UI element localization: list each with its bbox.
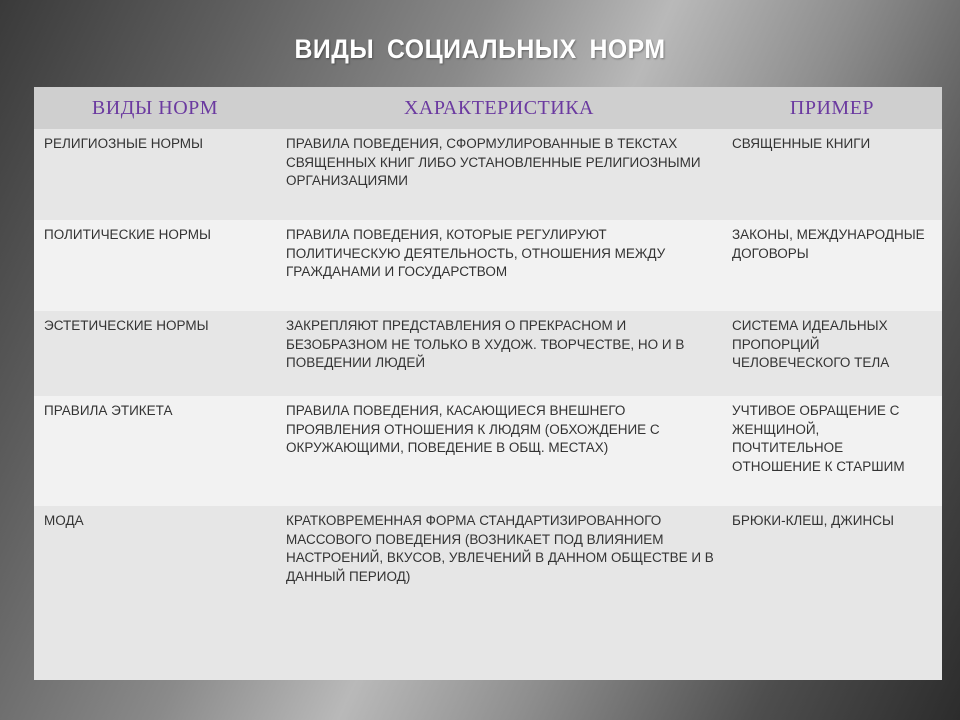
table-row xyxy=(34,506,942,680)
norms-table xyxy=(34,87,942,680)
header-example: ПРИМЕР xyxy=(722,87,942,129)
cell-norm-type: МОДА xyxy=(34,506,276,680)
table-row xyxy=(34,311,942,396)
cell-description: ПРАВИЛА ПОВЕДЕНИЯ, КОТОРЫЕ РЕГУЛИРУЮТ ПОЛИТИЧЕСКУЮ ДЕЯТЕЛЬНОСТЬ, ОТНОШЕНИЯ МЕЖДУ ГРАЖДАНАМИ И ГОСУДАРСТВОМ xyxy=(276,220,722,311)
cell-example: СИСТЕМА ИДЕАЛЬНЫХ ПРОПОРЦИЙ ЧЕЛОВЕЧЕСКОГО ТЕЛА xyxy=(722,311,942,396)
table-row xyxy=(34,396,942,506)
cell-description: КРАТКОВРЕМЕННАЯ ФОРМА СТАНДАРТИЗИРОВАННОГО МАССОВОГО ПОВЕДЕНИЯ (ВОЗНИКАЕТ ПОД ВЛИЯНИЕМ НАСТРОЕНИЙ, ВКУСОВ, УВЛЕЧЕНИЙ В ДАННОМ ОБЩЕСТВЕ И В ДАННЫЙ ПЕРИОД) xyxy=(276,506,722,680)
cell-description: ЗАКРЕПЛЯЮТ ПРЕДСТАВЛЕНИЯ О ПРЕКРАСНОМ И БЕЗОБРАЗНОМ НЕ ТОЛЬКО В ХУДОЖ. ТВОРЧЕСТВЕ, НО И В ПОВЕДЕНИИ ЛЮДЕЙ xyxy=(276,311,722,396)
header-norm-types: ВИДЫ НОРМ xyxy=(34,87,276,129)
cell-norm-type: ПОЛИТИЧЕСКИЕ НОРМЫ xyxy=(34,220,276,311)
cell-example: СВЯЩЕННЫЕ КНИГИ xyxy=(722,129,942,220)
header-characteristic: ХАРАКТЕРИСТИКА xyxy=(276,87,722,129)
table-row xyxy=(34,220,942,311)
slide-title: ВИДЫ СОЦИАЛЬНЫХ НОРМ xyxy=(294,34,666,64)
table-row xyxy=(34,129,942,220)
table-header-row xyxy=(34,87,942,129)
cell-example: ЗАКОНЫ, МЕЖДУНАРОДНЫЕ ДОГОВОРЫ xyxy=(722,220,942,311)
cell-description: ПРАВИЛА ПОВЕДЕНИЯ, КАСАЮЩИЕСЯ ВНЕШНЕГО ПРОЯВЛЕНИЯ ОТНОШЕНИЯ К ЛЮДЯМ (ОБХОЖДЕНИЕ С ОКРУЖАЮЩИМИ, ПОВЕДЕНИЕ В ОБЩ. МЕСТАХ) xyxy=(276,396,722,506)
cell-example: УЧТИВОЕ ОБРАЩЕНИЕ С ЖЕНЩИНОЙ, ПОЧТИТЕЛЬНОЕ ОТНОШЕНИЕ К СТАРШИМ xyxy=(722,396,942,506)
cell-norm-type: ПРАВИЛА ЭТИКЕТА xyxy=(34,396,276,506)
cell-norm-type: РЕЛИГИОЗНЫЕ НОРМЫ xyxy=(34,129,276,220)
cell-norm-type: ЭСТЕТИЧЕСКИЕ НОРМЫ xyxy=(34,311,276,396)
cell-description: ПРАВИЛА ПОВЕДЕНИЯ, СФОРМУЛИРОВАННЫЕ В ТЕКСТАХ СВЯЩЕННЫХ КНИГ ЛИБО УСТАНОВЛЕННЫЕ РЕЛИГИОЗНЫМИ ОРГАНИЗАЦИЯМИ xyxy=(276,129,722,220)
cell-example: БРЮКИ-КЛЕШ, ДЖИНСЫ xyxy=(722,506,942,680)
